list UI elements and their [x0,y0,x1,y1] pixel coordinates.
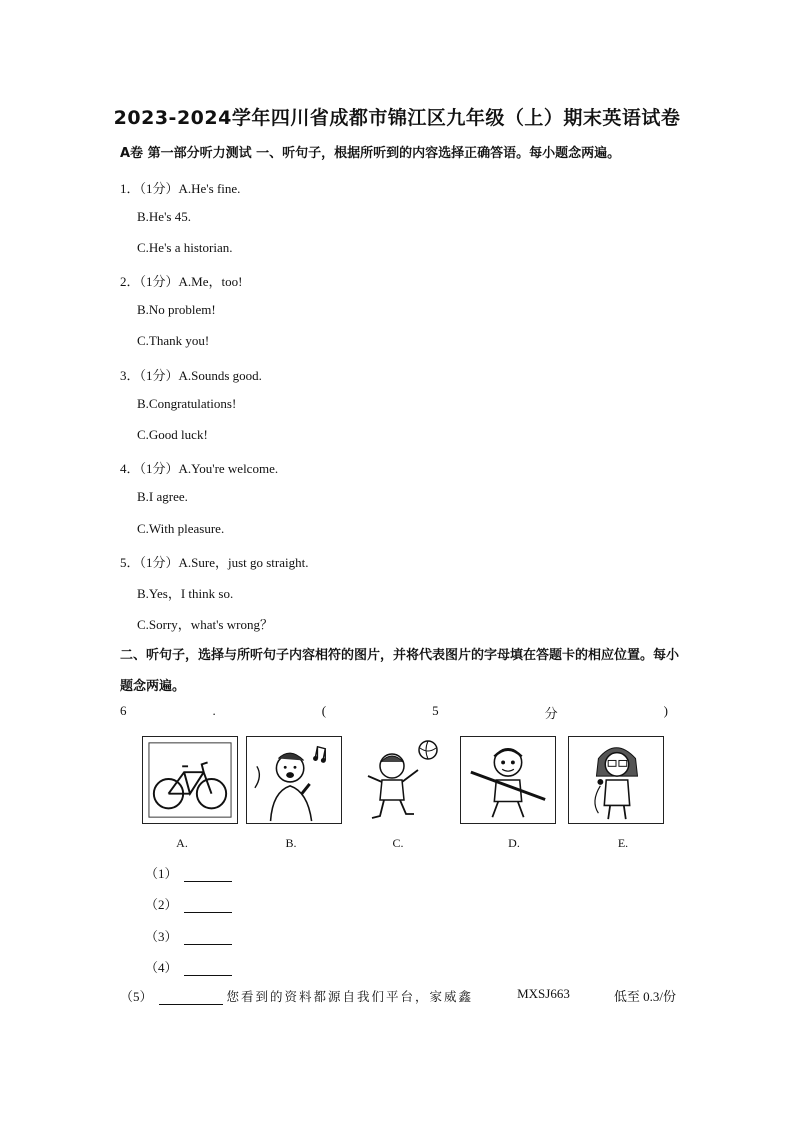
watermark-code: MXSJ663 [517,986,570,1001]
answer-1-blank[interactable] [184,869,232,882]
answer-line-3 [145,926,232,945]
girl-microphone-icon [569,737,663,823]
answer-3-blank[interactable] [184,932,232,945]
picture-b-label: B. [285,836,297,850]
picture-c-label: C. [392,836,404,850]
answer-5-number: （5） [120,989,153,1004]
question-6-unit: 分 [544,706,558,721]
boy-volleyball-icon [350,736,446,824]
question-2-option-b: B.No problem! [137,302,216,317]
question-1-option-b: B.He's 45. [137,209,191,224]
answer-line-1 [145,863,232,882]
bicycle-icon [143,737,237,823]
question-6-header [120,703,668,727]
answer-1-number: （1） [145,866,178,881]
answer-4-blank[interactable] [184,963,232,976]
picture-e [568,736,664,824]
answer-2-number: （2） [145,897,178,912]
question-6-dot: . [212,703,216,718]
answer-2-blank[interactable] [184,900,232,913]
question-4-option-c: C.With pleasure. [137,521,225,536]
question-5-option-c: C.Sorry，what's wrong？ [137,617,273,632]
question-6-rparen: ) [663,703,668,718]
watermark-text: 您看到的资料都源自我们平台，家威鑫 [226,989,474,1004]
answer-line-2 [145,894,232,913]
page-title: 2023-2024学年四川省成都市锦江区九年级（上）期末英语试卷 [113,107,681,129]
question-3-option-c: C.Good luck! [137,427,208,442]
question-4-option-b: B.I agree. [137,489,188,504]
question-1-option-c: C.He's a historian. [137,240,233,255]
question-2: 2．（1分）A.Me，too! [120,274,243,289]
question-5-option-b: B.Yes，I think so. [137,586,234,601]
question-3-option-b: B.Congratulations! [137,396,237,411]
question-3: 3．（1分）A.Sounds good. [120,368,262,383]
footer-line [120,986,676,1005]
answer-4-number: （4） [145,960,178,975]
answer-3-number: （3） [145,929,178,944]
question-5: 5．（1分）A.Sure，just go straight. [120,555,309,570]
picture-a-label: A. [176,836,188,850]
section-1-instructions: A卷 第一部分听力测试 一、听句子，根据所听到的内容选择正确答语。每小题念两遍。 [120,146,621,161]
question-4: 4．（1分）A.You're welcome. [120,461,279,476]
picture-row [0,736,794,856]
question-6-score: 5 [432,703,439,718]
question-1: 1．（1分）A.He's fine. [120,181,241,196]
question-6-number: 6 [120,703,127,718]
answer-line-4 [145,957,232,976]
picture-c [350,736,446,824]
picture-e-label: E. [617,836,629,850]
picture-d [460,736,556,824]
question-2-option-c: C.Thank you! [137,333,210,348]
watermark-price: 低至 0.3/份 [613,989,676,1004]
answer-5-blank[interactable] [159,992,223,1005]
question-6-lparen: ( [321,703,327,718]
picture-d-label: D. [508,836,520,850]
singer-icon [247,737,341,823]
picture-b [246,736,342,824]
picture-a [142,736,238,824]
monkey-king-icon [461,737,555,823]
section-2-instructions: 二、听句子，选择与所听句子内容相符的图片，并将代表图片的字母填在答题卡的相应位置。每小题念两遍。 [120,648,680,694]
